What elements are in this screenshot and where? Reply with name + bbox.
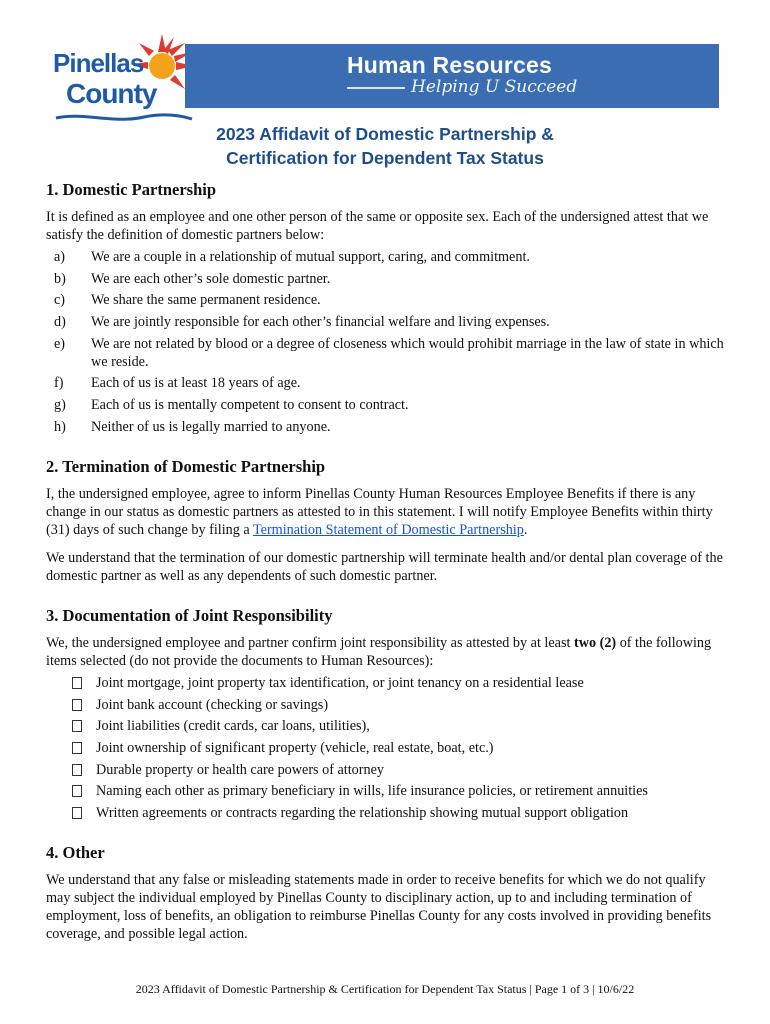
banner-tagline: Helping U Succeed	[411, 77, 578, 97]
list-item: e) We are not related by blood or a degree of closeness which would prohibit marriage in the law of state in which we reside.	[54, 335, 724, 370]
checkbox[interactable]	[72, 764, 82, 776]
joint-responsibility-checklist	[72, 674, 726, 822]
document-body	[46, 179, 726, 963]
checkbox[interactable]	[72, 807, 82, 819]
section1-heading: 1. Domestic Partnership	[46, 180, 217, 199]
document-title-line1: 2023 Affidavit of Domestic Partnership &	[216, 124, 554, 144]
section3-intro: We, the undersigned employee and partner confirm joint responsibility as attested by at least two (2) of the following items selected (do not provide the documents to Human Resources):	[46, 634, 712, 669]
document-title-line2: Certification for Dependent Tax Status	[226, 148, 544, 168]
checklist-item: Joint mortgage, joint property tax identification, or joint tenancy on a residential lease	[72, 674, 726, 692]
list-item: b) We are each other’s sole domestic partner.	[54, 270, 331, 287]
human-resources-banner	[185, 44, 719, 108]
banner-divider	[347, 87, 405, 89]
section2-paragraph1: I, the undersigned employee, agree to inform Pinellas County Human Resources Employee Benefits if there is any change in our status as domestic partners as attested to in this statement. I will notify Employee Benefits within thirty (31) days of such change by filing a Termination Statement of Domestic Partnership.	[46, 485, 713, 538]
banner-title: Human Resources	[347, 52, 552, 78]
checklist-item: Joint liabilities (credit cards, car loans, utilities),	[72, 717, 726, 735]
section1-intro: It is defined as an employee and one other person of the same or opposite sex. Each of the undersigned attest that we satisfy the definition of domestic partners below:	[46, 209, 709, 243]
list-item: a) We are a couple in a relationship of mutual support, caring, and commitment.	[54, 249, 530, 265]
checklist-item: Durable property or health care powers of attorney	[72, 761, 726, 779]
page-footer: 2023 Affidavit of Domestic Partnership & Certification for Dependent Tax Status | Page 1 of 3 | 10/6/22	[135, 982, 635, 996]
pinellas-county-logo	[50, 28, 180, 120]
list-item: g) Each of us is mentally competent to consent to contract.	[54, 397, 409, 414]
section1-criteria-list	[54, 248, 726, 436]
section4-heading: 4. Other	[46, 842, 105, 862]
list-item: h) Neither of us is legally married to anyone.	[54, 418, 331, 435]
checkbox[interactable]	[72, 785, 82, 797]
section2-paragraph2: We understand that the termination of our domestic partnership will terminate health and/or dental plan coverage of the domestic partner as well as any dependents of such domestic partner.	[46, 549, 723, 584]
checkbox[interactable]	[72, 677, 82, 689]
list-item: c) We share the same permanent residence.	[54, 292, 321, 309]
logo-text-county: County	[66, 78, 157, 109]
checkbox[interactable]	[72, 720, 82, 732]
section3-heading: 3. Documentation of Joint Responsibility	[46, 605, 333, 625]
section2-heading: 2. Termination of Domestic Partnership	[46, 456, 326, 476]
checklist-item: Joint bank account (checking or savings)	[72, 696, 726, 714]
termination-statement-link[interactable]: Termination Statement of Domestic Partnership	[252, 521, 524, 538]
checklist-item: Written agreements or contracts regarding the relationship showing mutual support obligation	[72, 804, 726, 822]
logo-text-pinellas: Pinellas	[53, 48, 144, 78]
section-termination	[46, 456, 726, 585]
checklist-item: Naming each other as primary beneficiary in wills, life insurance policies, or retirement annuities	[72, 782, 726, 800]
section-joint-responsibility	[46, 605, 726, 822]
checkbox[interactable]	[72, 699, 82, 711]
section-domestic-partnership	[46, 179, 726, 436]
list-item: d) We are jointly responsible for each other’s financial welfare and living expenses.	[54, 314, 550, 331]
section4-paragraph: We understand that any false or misleading statements made in order to receive benefits for which we do not qualify may subject the individual employed by Pinellas County to disciplinary action, up to and including termination of employment, loss of benefits, an obligation to reimburse Pinellas County for any costs involved in providing benefits coverage, and possible legal action.	[46, 871, 712, 942]
checklist-item: Joint ownership of significant property (vehicle, real estate, boat, etc.)	[72, 739, 726, 757]
list-item: f) Each of us is at least 18 years of age.	[54, 375, 301, 392]
checkbox[interactable]	[72, 742, 82, 754]
section-other	[46, 842, 726, 943]
